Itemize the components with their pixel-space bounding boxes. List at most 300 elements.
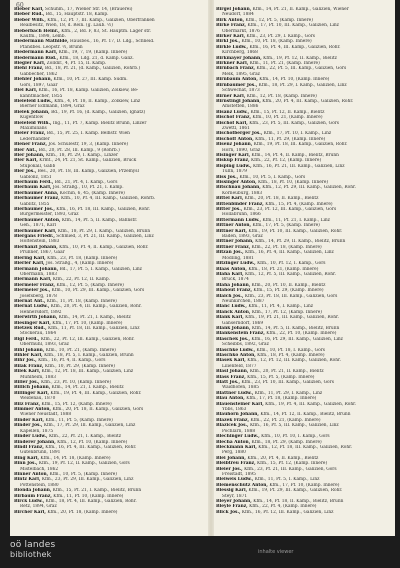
entry-name: Bilek Karl, <box>14 369 41 375</box>
entry-name: Bisinger Karl, <box>216 152 251 158</box>
entry-text: Kfm., 23, Pf. 29, I. Kamp., Görs <box>246 34 316 40</box>
entry-name: Bierbaumer Jos., <box>14 207 55 213</box>
entry-name: Bieber Rud., <box>14 12 45 18</box>
entry-name: Birgel Johann, <box>216 7 252 12</box>
entry-text: Holtenstein, 1883 <box>20 239 60 245</box>
entry-name: Bittner Johann, <box>216 239 254 245</box>
entry-text: Kfm., 14, Pf. 4, II. Kamp., Bielitz, Brünn <box>251 152 339 158</box>
entry-text: Wiener Neustadt, 1888 <box>20 412 72 418</box>
entry-name: Bieler Franz, <box>14 131 46 137</box>
entry-text: Kfm., 17, Pf. 18, (Kamp. Innere) <box>246 396 317 402</box>
entry-text: Mühlheim, 1883 <box>20 374 57 380</box>
entry-name: Blanc Ludw., <box>216 304 247 310</box>
entry-text: Kfm., 20, Pf. 18, (Kamp. Innere) <box>47 509 118 515</box>
entry-text: Kfm., 11, Pf. 4, I. Kamp., Linz <box>248 304 314 310</box>
entry-text: Köchin, 6, 45, (Kamp. Innere) <box>59 190 125 196</box>
entry-text: Lilienfeld, 1877 <box>222 363 257 369</box>
entry-name: Bimmer Anton, <box>14 407 52 413</box>
entry-text: Kfm., 19, Pf. 21, III. Kamp., Galizien, Rohr. <box>245 315 339 321</box>
entry-text: Kfm., 10, Pf. 10, I. Kamp., Görs <box>261 434 330 440</box>
entry-name: Bischoff Anton, <box>216 136 254 142</box>
entry-text: Freistadt, 1895 <box>222 471 256 477</box>
entry-text: Pottenstein, 1880 <box>20 482 59 488</box>
entry-text: Retz, 1894, Graz <box>20 504 57 510</box>
entry-name: Bircher Karl, <box>14 509 46 515</box>
library-logo[interactable] <box>10 540 90 564</box>
entry-text: Kfm., 20, Pf. 4, III. Kamp., Galizien, Rohr. <box>50 304 142 310</box>
entry-name: Blazek Franz, <box>216 417 250 423</box>
entry-text: Bürgermeister, 1893, Graz <box>20 212 79 218</box>
entry-name: Blau Anton, <box>216 396 245 402</box>
entry-text: Kfm., 12, Pf. 5, III. Kamp., Galizien, Rohr. <box>244 271 337 277</box>
entry-name: Biernat Ant., <box>14 298 46 304</box>
entry-name: Biskup Franz, <box>216 158 250 164</box>
entry-name: Biernat Ludw., <box>14 304 50 310</box>
entry-name: Bleyer Johann, <box>216 498 252 504</box>
entry-text: Kfm., 18, Pf. 4, III. Kamp., Galizien, Rohr. <box>45 498 137 504</box>
entry-name: Blasek Karl, <box>216 358 246 364</box>
viewer-footer <box>0 536 400 568</box>
entry-name: Bier Jos., <box>14 169 37 175</box>
entry-text: Korneuburg, 1883 <box>222 190 263 196</box>
entry-text: Kfm., 22, Pf. 12, II. Kamp. <box>52 277 110 283</box>
entry-name: Bleyle Franz, <box>216 504 248 510</box>
entry-text: Kfm., 10, Pf. 21, (Kamp. Innere) <box>252 115 323 121</box>
entry-name: Bier Ant., <box>14 147 38 153</box>
entry-name: Birke Franz, <box>216 23 247 29</box>
entry-name: Blatt Jos., <box>216 380 241 386</box>
entry-text: Gutenbrunn, 1891 <box>20 450 61 456</box>
entry-text: Kfm., 23, Pf. 18, (Kamp. Innere) <box>47 255 118 261</box>
entry-text: Kfm., 10, Pf. 5, (Kamp. Innere) <box>49 471 117 477</box>
entry-text: Stockerau, 1864 <box>20 331 57 337</box>
logo-line-1: oö landes <box>10 540 56 550</box>
entry-text: Zwettl, 1861 <box>222 125 250 131</box>
entry-text: Bd., 17, Pf. 5, I. Kamp., Galizien, Linz <box>59 266 142 272</box>
entry-name: Birbaum Franz, <box>14 493 52 499</box>
entry-text: Kfm., 17, Pf. 10, III. Kamp., Galizien, Linz <box>247 23 339 29</box>
entry-text: Zolldir., 4, Pf. 15, II. Kamp. <box>46 61 107 67</box>
entry-text: Kfm., 11, Pf. 21, (Kamp. Innere) <box>249 61 320 67</box>
entry-text: Kfm., 12, Pf. 5, (Kamp. Innere) <box>245 17 313 23</box>
entry-text: Kfm., 12, Pf. 18, III. Kamp., Galizien, Linz <box>41 369 134 375</box>
entry-name: Birnbach Franz, <box>216 66 256 72</box>
entry-text: Kfm., 19, Pf. 29, III. Kamp., Galizien, Rohr. <box>248 488 343 494</box>
entry-text: Kfm., 15, Pf. 4, (Kamp. Innere) <box>265 201 333 207</box>
entry-text: Kfm., 19, Pf. 4, III. Kamp., Galizien, Rohr. <box>50 390 142 396</box>
entry-text: Kfm., 10, Pf. 21, (Kamp. Innere) <box>45 347 116 353</box>
entry-name: Blanck Anton, <box>216 309 251 315</box>
entry-text: Kfm., 10, Pf. 18, I. Kamp., Görs <box>256 347 325 353</box>
entry-name: Blazicek Jos., <box>216 423 249 429</box>
entry-text: Kfm., 19, Pf. 18, III. Kamp., Galizien, Rohr. <box>253 142 348 148</box>
entry-name: Bieber Karl, <box>14 7 44 12</box>
entry-text: Kfm., 20, Pf. 18, II. Kamp., Galizien, Görs <box>52 407 144 413</box>
entry-name: Bleiweis Ludw., <box>216 477 254 483</box>
entry-name: Bischof Karl, <box>216 120 248 126</box>
entry-text: Kfm., 17, Pf. 5, (Kamp. Innere) <box>252 223 320 229</box>
entry-name: Birkmayer Johann, <box>216 55 262 61</box>
entry-name: Biermeier Franz, <box>14 282 56 288</box>
entry-text: Kugenflow <box>20 115 44 121</box>
entry-name: Bieber Wilh., <box>14 17 46 23</box>
entry-text: Kfm., 17, Pf. 10, I. Kamp., Linz <box>263 131 332 137</box>
entry-name: Biedermann Rud., <box>14 55 59 61</box>
entry-text: Bd., 20, Pf. 28, III. Kamp., 9 (Rohrb.) <box>38 147 120 153</box>
entry-name: Binder Karl, <box>14 417 45 423</box>
entry-text: Kfm., 2, Bd. F, 83, St. Hauptm. Lager str. <box>61 28 152 34</box>
entry-text: Pöchlarn, 1888 <box>222 428 256 434</box>
entry-text: Hollabrunn, 1866 <box>222 212 261 218</box>
entry-text: Kfm., 16, Pf. 5, III. Kamp., Galizien, Linz <box>249 423 339 429</box>
entry-text: Görs, 1897, Gaar <box>20 82 58 88</box>
entry-name: Bietzek Rud., <box>14 325 47 331</box>
entry-name: Blankenstein Franz, <box>216 331 265 337</box>
entry-text: Kfm., 15, Pf. 21, I. Kamp., Bielitz, Brünn <box>52 488 142 494</box>
entry-name: Birkl Jos., <box>216 39 241 45</box>
entry-text: Kfm., 23, Pf. 29, III. Kamp., Galizien, Linz <box>41 477 134 483</box>
entry-name: Blank Karl, <box>216 315 244 321</box>
entry-name: Bielek Johann, <box>14 109 50 115</box>
entry-text: Kfm., 12, Pf. 29, III. Kamp., Galizien, Rohr. <box>262 185 357 191</box>
entry-text: Kfm., 18, Pf. 29, (Kamp. Innere) <box>251 439 322 445</box>
entry-text: Kfm., 16, Pf. 29, III. Kamp., Galizien, Linz <box>251 336 343 342</box>
entry-text: Waidhofen, 1885 <box>222 385 259 391</box>
entry-text: Kfm., 22, Pf. 21, I. Kamp., Bielitz <box>48 434 122 440</box>
directory-entry <box>14 510 204 515</box>
entry-text: Kfm., 20, Pf. 4, II. Kamp., Bielitz <box>247 455 319 461</box>
entry-name: Bierbaumer Anna, <box>14 190 59 196</box>
entry-text: Kfm., 16, Pf. 4, III. Kamp., Galizien, Linz <box>245 250 334 256</box>
entry-text: Kfm., 10, Pf. 29, III. Kamp., Galizien, Görs <box>51 288 145 294</box>
entry-name: Bitzan Jos., <box>216 250 244 256</box>
entry-text: Kfm., 23, Pf. 5, III. Kamp., Galizien, Görs <box>249 120 339 126</box>
entry-text: Kfm., 20, Pf. 10, II. Kamp., Bielitz <box>251 282 326 288</box>
entry-text: Kfm., 19, Pf. 4, III. Kamp., Galizien, Rohr. <box>265 401 357 407</box>
logo-line-2: bibliothek <box>10 550 52 559</box>
entry-name: Binderer Johann, <box>14 439 56 445</box>
entry-name: Biehler Johann, <box>14 77 53 83</box>
entry-text: Bd., 21, Pf. 4, I. Kamp., Görs <box>54 180 118 185</box>
entry-text: Horn, 1890, Graz <box>222 147 261 153</box>
entry-text: Kfm., 23, Pf. 10, III. Kamp., Galizien, Görs <box>241 380 334 386</box>
directory-entry <box>216 510 392 515</box>
entry-text: Kfm., 22, Pf. 4, (Kamp. Innere) <box>249 504 317 510</box>
entry-text: Kfm., 22, Pf. 5, III. Kamp., Galizien, Görs <box>256 66 347 72</box>
entry-text: Kfm., 12, Pf. 5, (Kamp. Innere) <box>56 282 124 288</box>
entry-name: Bleier Jos., <box>216 466 243 472</box>
entry-name: Biedermann Karl, <box>14 50 58 56</box>
entry-name: Bierwirth Johann, <box>14 315 58 321</box>
entry-text: Kfm., 18, Pf. 21, (Kamp. Innere) <box>248 266 319 272</box>
entry-name: Bielefeld Wilh., <box>14 120 52 126</box>
entry-name: Biel Karl, <box>14 88 38 94</box>
entry-text: Maximilians <box>20 125 47 131</box>
entry-text: Kfm., 10, Pf. 5, I. Kamp., Görs <box>239 174 306 180</box>
entry-text: Kfm., 22, Pf. 12, (Kamp. Innere) <box>251 158 322 164</box>
viewer-label: inhalte viewer <box>258 549 294 555</box>
entry-text: Jos. Schulestr, 19, 3, (Kamp. Innere) <box>48 142 129 148</box>
entry-text: Kfm., 16, Pf. 18, III. Kamp., Galizien, Rohr. <box>56 207 151 213</box>
entry-text: Stupokall, Gabb <box>20 163 56 169</box>
entry-name: Bittermann Ludw., <box>216 217 262 223</box>
entry-name: Biermann Johann, <box>14 266 59 272</box>
entry-text: Bruck, 1874 <box>222 277 249 283</box>
entry-text: Amstetten, 1886 <box>222 104 259 110</box>
entry-text: Kfm., 15, Pf. 12, (Kamp. Innere) <box>257 461 328 467</box>
entry-name: Bierler Karl, <box>14 261 45 267</box>
entry-name: Blasl Johann, <box>216 369 249 375</box>
entry-name: Birkner Karl, <box>216 61 249 67</box>
entry-name: Bintz Karl, <box>14 477 41 483</box>
entry-name: Blaich Jos., <box>216 293 244 299</box>
entry-text: Kfm., 18, Pf. 4, (Kamp. Innere) <box>257 353 325 358</box>
entry-text: Melk, 1895, Graz <box>222 71 260 77</box>
entry-text: Kfm., 16, Pf. 4, III. Kamp., Galizien, Rohr. <box>45 444 137 450</box>
entry-text: Schwechat, 1873 <box>222 88 260 94</box>
entry-text: Hausbes., 16, Pf. 17, D. Ldg., Schneid. <box>70 39 155 45</box>
entry-text: Kfm., 20, Pf. 21, II. Kamp., Bielitz <box>249 369 324 375</box>
entry-name: Bierbaumer Anton, <box>14 217 61 223</box>
entry-text: Kfm., 17, Pf. 10, (Kamp. Innere) <box>269 482 340 488</box>
entry-name: Bisping Ludw., <box>216 163 252 169</box>
entry-text: Obermarkt, 1876 <box>222 28 260 34</box>
entry-text: Kirchberg, 1868 <box>222 50 258 56</box>
entry-text: Kfm., 16, Pf. 12, III. Kamp., Galizien, Linz <box>241 509 334 515</box>
entry-text: Geh., 1871, Karl <box>20 223 57 229</box>
entry-text: Kaufm., 1898, Lemb. <box>20 34 66 40</box>
entry-name: Bierhanzl Johann, <box>14 244 58 250</box>
entry-name: Biener Franz, <box>14 142 47 148</box>
entry-name: Blaschko Anton, <box>216 353 256 358</box>
entry-text: Kfm., 10, Pf. 4, III. Kamp., Galizien, Rohrb. <box>61 196 156 202</box>
entry-name: Biehl Franz, <box>14 66 44 72</box>
entry-text: Kfm., 20, Pf. 18, II. Kamp., Bielitz <box>244 196 319 202</box>
entry-name: Blauensteiner Karl, <box>216 401 264 407</box>
entry-name: Bilz Franz, <box>14 401 41 407</box>
entry-name: Billich Johann, <box>14 385 51 391</box>
entry-name: Bischofberger Jos., <box>216 131 263 137</box>
entry-text: Obermann, 1883 <box>20 271 57 277</box>
entry-text: Obermühl, 1893, Graz <box>20 342 69 348</box>
entry-text: Mistelbach, 1862 <box>20 466 59 472</box>
entry-name: Biering Karl, <box>14 255 46 261</box>
entry-text: Neunkirchen, 1887 <box>222 298 265 304</box>
entry-text: Realbesitz, Wien, 18, d. Rein. (g. Laub. ½) <box>20 23 113 29</box>
entry-text: Bes., 20, Pf. 18, III. Kamp., Galizien, Przemysl <box>37 169 139 175</box>
entry-text: Weidenau, 1870 <box>20 396 56 402</box>
entry-text: Kfm., 12, Pf. 10, (Kamp. Innere) <box>57 439 128 445</box>
entry-text: Kfm., 10, Pf. 12, I. Kamp., Görs <box>257 261 326 267</box>
entry-name: Bihr Jos., <box>14 358 37 364</box>
entry-text: Josefsberg, 1878 <box>20 293 57 299</box>
entry-text: Scheibbs, 1892, Graz <box>222 342 269 348</box>
entry-text: Gabbecher, 1862 <box>20 71 58 77</box>
entry-text: Kfm., 22, Pf. 18, (Kamp. Innere) <box>251 244 322 250</box>
entry-text: Kfm., 18, Pf. 29, I. Kamp., Galizien, Linz <box>258 82 347 88</box>
entry-text: Kfm., 23, Pf. 10, (Kamp. Innere) <box>40 380 112 386</box>
entry-text: Bd., 15, Pf. 25, I. Kamp. Belhstr. Wien <box>46 131 130 137</box>
entry-name: Bisenz Johann, <box>216 142 253 148</box>
scanned-page <box>10 0 395 536</box>
entry-text: Kfm., 12, Pf. 7, III. Kamp., Galizien, Oberfranken <box>47 17 155 23</box>
entry-name: Blass Franz, <box>216 374 246 380</box>
entry-text: Kfm., 14, Pf. 21, I. Kamp., Bielitz <box>58 315 131 321</box>
entry-text: Kfm., 14, Pf. 12, II. Kamp., Bielitz, Brünn <box>260 412 351 418</box>
entry-text: Kapellen, 1875 <box>20 428 54 434</box>
page-number: 60 <box>16 2 24 9</box>
entry-text: Gablonz, 1851 <box>20 174 52 180</box>
entry-name: Bierbaumer Franz, <box>14 196 60 202</box>
entry-text: Kfm., 23, Pf. 18, III. Kamp., Galizien, Görs <box>244 293 338 299</box>
entry-name: Bitzinger Ludw., <box>216 261 256 267</box>
entry-name: Blaschek Jos., <box>216 336 251 342</box>
left-column <box>14 7 204 533</box>
entry-text: Kfm., 15, Pf. 5, (Kamp. Innere) <box>247 374 315 380</box>
entry-name: Blick Jos., <box>216 509 241 515</box>
entry-text: Baden, 1893, Graz <box>222 234 263 240</box>
entry-text: Kfm., 15, Pf. 12, (Kamp. Innere) <box>41 401 112 407</box>
entry-text: Prunner, 1867, Gaar <box>20 250 65 256</box>
entry-text: Kfm., 22, Pf. 10, (Kamp. Innere) <box>266 331 337 337</box>
entry-name: Binder Ludw., <box>14 434 48 440</box>
entry-name: Bittner Anton, <box>216 223 252 229</box>
entry-text: Kfm., 10, Pf. 27, III. Kamp. Südm. <box>53 77 128 83</box>
entry-name: Binder Jos., <box>14 423 43 429</box>
entry-text: Kfm., 14, Pf. 10, (Kamp. Innere) <box>259 77 330 83</box>
entry-text: Schmied, 3, Pf. 21, III. Kamp., Galizien, Linz <box>56 234 154 240</box>
entry-name: Billinger Karl, <box>14 390 49 396</box>
entry-text: Gablitz, 1855 <box>20 201 50 207</box>
entry-text: Jos. Straßg., 10, Pf. 21, I. Kamp. <box>52 185 124 191</box>
entry-text: Ing., 11, Pf. 7, Kamp. Bielitz Brünn, Linzer <box>52 120 147 126</box>
entry-name: Bittner Karl, <box>216 228 248 234</box>
entry-text: Kfm., 14, Pf. 5, II. Kamp., Bahnstr. <box>61 217 138 223</box>
entry-text: Kfm., 11, Pf. 5, I. Kamp., Linz <box>254 477 320 483</box>
entry-name: Bionda Johann, <box>14 488 52 494</box>
entry-name: Bing Karl, <box>14 455 39 461</box>
entry-name: Birnbaum Anton, <box>216 77 258 83</box>
entry-text: Pfandbes. Leopstr. ½, Brünn <box>20 44 83 50</box>
entry-text: Krmt., 24, Pf. 21, St. Kamp., Galizien, Bruck <box>39 158 137 164</box>
entry-name: Biermeier Jos., <box>14 288 51 294</box>
entry-name: Bischof Franz, <box>216 115 251 121</box>
entry-text: Kfm., 20, Pf. 4, III. Kamp., Galizien, Rohr. <box>262 98 354 104</box>
entry-text: Bd., 19, Pf. 16, (d. Kamp., Galizien, Ignatz) <box>51 109 146 115</box>
entry-text: Kfm., 10, Pf. 29, (Kamp. Innere) <box>44 363 115 369</box>
entry-text: Kfm., 14, Pf. 21, II. Kamp., Galizien, Wiener <box>252 7 349 12</box>
entry-text: Ybbs, 1863 <box>222 407 247 413</box>
entry-name: Bigl Ferd., <box>14 336 40 342</box>
entry-name: Birnbaumer Jos., <box>216 82 258 88</box>
entry-name: Blattner Ludw., <box>216 390 254 396</box>
entry-name: Blaschke Ludw., <box>216 347 256 353</box>
entry-name: Bleckmann Karl, <box>216 444 257 450</box>
entry-name: Biermann Karl, <box>14 277 52 283</box>
entry-name: Blaha Johann, <box>216 282 251 288</box>
entry-text: Kfm., 11, Pf. 29, (Kamp. Innere) <box>255 136 326 142</box>
entry-name: Blecha Anton, <box>216 439 251 445</box>
entry-text: Kfm., 16, Pf. 21, III. Kamp., Galizien, Linz <box>253 163 345 169</box>
entry-name: Birnstingl Johann, <box>216 98 261 104</box>
entry-text: Perg, 1880 <box>222 450 246 456</box>
entry-text: Kfm., 18, Pf. 10, (Kamp. Innere) <box>258 180 329 185</box>
entry-name: Biss Jos., <box>216 174 239 180</box>
entry-name: Bitter Jos., <box>216 207 243 213</box>
entry-name: Binn Jos., <box>14 461 38 467</box>
entry-name: Blauhorn Johann, <box>216 412 259 418</box>
entry-text: Kfm., 11, Pf. 18, III. Kamp., Galizien, Linz <box>47 325 140 331</box>
entry-name: Bissinger Anton, <box>216 180 257 185</box>
right-column <box>216 7 392 533</box>
entry-name: Bierbaum Karl, <box>14 185 52 191</box>
entry-text: Kfm., 16, Pf. 4, II. Kamp., Görs <box>38 358 106 364</box>
entry-name: Bieberbach Heinr., <box>14 28 60 34</box>
entry-text: Schuhm., 17, Wiener Str. 14, (Brauerei) <box>45 7 133 12</box>
entry-name: Bleibtreu Franz, <box>216 461 256 467</box>
entry-name: Blaha Karl, <box>216 271 244 277</box>
entry-text: Kfm., 11, Pf. 10, (Kamp. Innere) <box>53 493 124 499</box>
entry-name: Bilak Franz, <box>14 363 44 369</box>
entry-text: Kfm., 10, Pf. 18, (Kamp. Innere) <box>241 39 312 45</box>
entry-text: Kfm., 23, Pf. 12, III. Kamp., Galizien, Görs <box>243 207 337 213</box>
entry-name: Bihl Johann, <box>14 347 45 353</box>
entry-text: Kfm., 14, Pf. 21, I. Kamp., Bielitz <box>51 385 124 391</box>
entry-name: Birker Karl, <box>216 34 246 40</box>
entry-text: Kfm., 11, Pf. 29, I. Kamp., Linz <box>254 390 323 396</box>
entry-text: Kfm., 14, Pf. 29, II. Kamp., Bielitz, Brünn <box>255 239 346 245</box>
entry-text: Kfm., 22, Pf. 21, (Kamp. Innere) <box>250 417 321 423</box>
entry-text: Kfm., 18, Pf. 5, I. Kamp., Galizien, Brünn <box>44 353 134 358</box>
entry-text: Kfm., 23, Pf. 21, III. Kamp., Galizien, Görs <box>244 466 337 472</box>
entry-name: Birkle Ludw., <box>216 44 249 50</box>
entry-text: Kfm., 14, Pf. 5, II. Kamp., Bielitz, Brünn <box>251 325 340 331</box>
entry-name: Bierbaumer Karl, <box>14 228 57 234</box>
entry-name: Bier Karl, <box>14 158 38 164</box>
entry-text: Gänserndorf, 1869 <box>222 320 264 326</box>
entry-text: Kfm., 12, Pf. 12, III. Kamp., Galizien, Rohr. <box>247 358 342 364</box>
entry-text: Kfm., 17, Pf. 29, III. Kamp., Galizien, Linz <box>43 423 136 429</box>
entry-text: Bd., 15, Hauptstr. 18, Kamp. <box>45 12 109 18</box>
entry-name: Biegler Karl, <box>14 61 46 67</box>
entry-name: Blessig Karl, <box>216 488 248 494</box>
entry-name: Birk Anton, <box>216 17 245 23</box>
entry-name: Biedermann Mathilde, <box>14 39 69 45</box>
entry-text: Bierner Edlmann, 1894, Graz <box>20 104 85 110</box>
entry-name: Blank Johann, <box>216 325 251 331</box>
entry-text: Neudorf, 1884 <box>222 12 254 18</box>
entry-text: Kfm., 11, Pf. 18, (Kamp. Innere) <box>46 298 117 304</box>
entry-name: Blahout Franz, <box>216 288 253 294</box>
entry-name: Bihler Karl, <box>14 353 43 358</box>
entry-text: Kfm., 19, Pf. 12, II. Kamp., Bielitz <box>263 55 337 61</box>
entry-text: Kfm., 14, Pf. 18, II. Kamp., Bielitz, Brünn <box>253 498 344 504</box>
entry-text: Mödling, 1881 <box>222 255 254 261</box>
entry-text: Kfm., 17, Pf. 12, (Kamp. Innere) <box>251 309 322 315</box>
entry-text: Kfm., 11, Pf. 5, (Kamp. Innere) <box>45 417 113 423</box>
entry-text: Kfm., 18, Pf. 29, I. Kamp., Linzer <box>45 152 119 158</box>
entry-name: Biergans Friedr., <box>14 234 55 240</box>
entry-text: Kfm., 12, Pf. 18, III. Kamp., Galizien, Rohr. <box>258 444 353 450</box>
entry-name: Bierbaum Ferd., <box>14 180 54 185</box>
entry-text: Kfm., 19, Pf. 12, II. Kamp., Galizien, Görs <box>38 461 130 467</box>
entry-text: Lederhändler <box>20 136 50 142</box>
entry-name: Bisanz Ludw., <box>216 109 250 115</box>
entry-text: Kfm., 10, Pf. 4, II. Kamp., Galizien, Rohr. <box>59 244 149 250</box>
entry-text: Kfm., 15, Pf. 12, II. Kamp., Bielitz <box>250 109 325 115</box>
entry-text: Kfm., 22, Pf. 12, III. Kamp., Galizien, Rohr. <box>40 336 135 342</box>
entry-name: Biller Jos., <box>14 380 40 386</box>
